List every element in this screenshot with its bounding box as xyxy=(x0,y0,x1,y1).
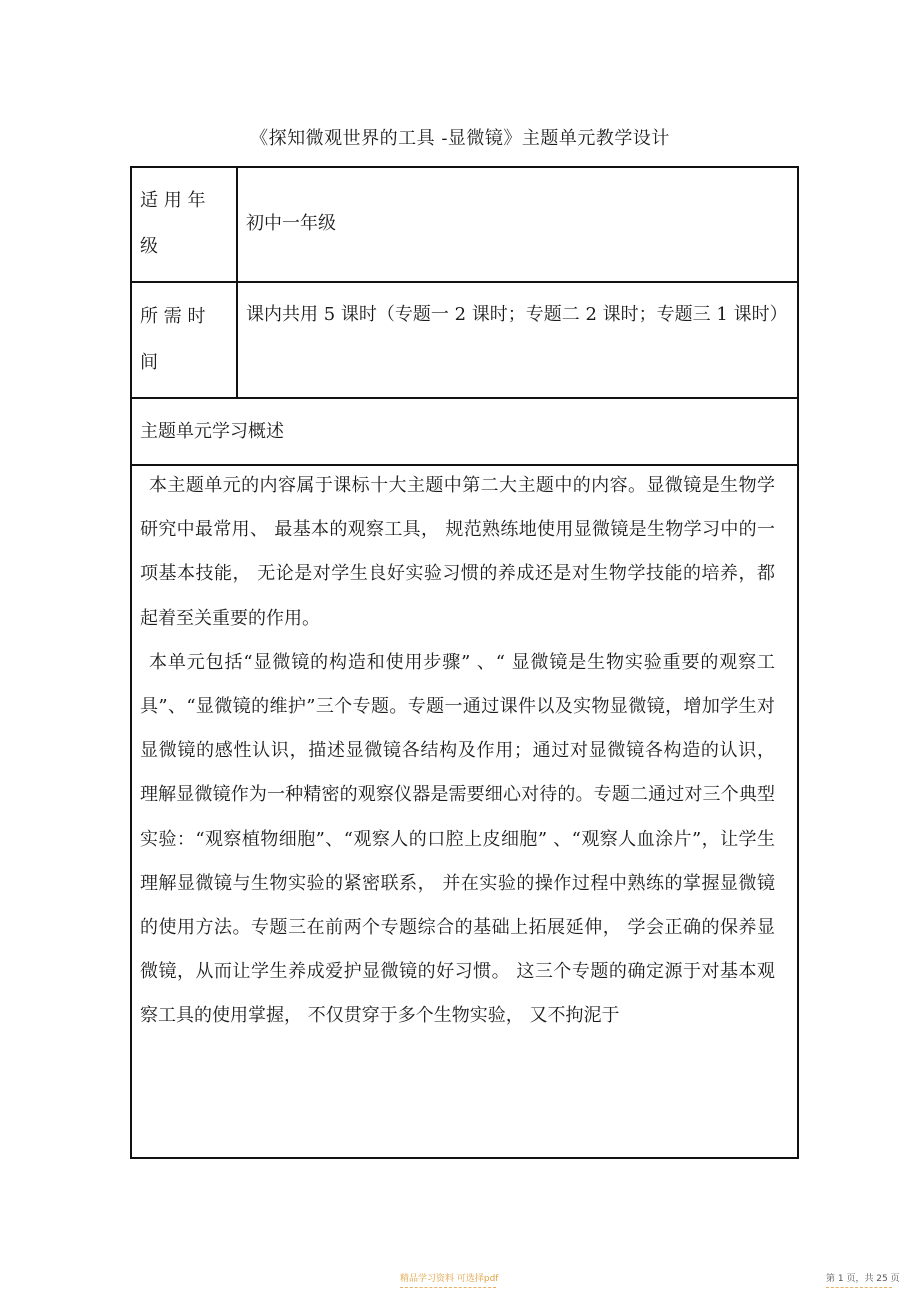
time-value: 课内共用 5 课时（专题一 2 课时；专题二 2 课时；专题三 1 课时） xyxy=(246,304,788,325)
footer-dotted-line xyxy=(826,1287,892,1288)
overview-paragraph: 本主题单元的内容属于课标十大主题中第二大主题中的内容。显微镜是生物学研究中最常用、 最基本的观察工具， 规范熟练地使用显微镜是生物学习中的一项基本技能， 无论是对学生良好实验习惯的养成还是对生物学技能的培养，都起着至关重要的作用。 xyxy=(140,475,775,629)
time-label: 所 需 时 间 xyxy=(140,306,206,373)
overview-body xyxy=(140,464,775,1039)
footer-dotted-line xyxy=(400,1287,496,1288)
document-title: 《探知微观世界的工具 -显微镜》主题单元教学设计 xyxy=(250,128,670,149)
overview-paragraph: 本单元包括“显微镜的构造和使用步骤” 、“ 显微镜是生物实验重要的观察工具”、“显微镜的维护”三个专题。专题一通过课件以及实物显微镜，增加学生对显微镜的感性认识，描述显微镜各结构及作用；通过对显微镜各构造的认识， 理解显微镜作为一种精密的观察仪器是需要细心对待的。专题二通过对三个典型实验：“观察植物细胞”、“观察人的口腔上皮细胞” 、“观察人血涂片”，让学生理解显微镜与生物实验的紧密联系， 并在实验的操作过程中熟练的掌握显微镜的使用方法。专题三在前两个专题综合的基础上拓展延伸， 学会正确的保养显微镜，从而让学生养成爱护显微镜的好习惯。 这三个专题的确定源于对基本观察工具的使用掌握， 不仅贯穿于多个生物实验， 又不拘泥于 xyxy=(140,651,775,1027)
grade-value: 初中一年级 xyxy=(246,213,336,234)
page-number: 第 1 页，共 25 页 xyxy=(826,1274,900,1284)
overview-heading: 主题单元学习概述 xyxy=(140,421,284,442)
row-divider xyxy=(132,281,797,283)
row-divider xyxy=(132,397,797,399)
column-divider xyxy=(236,168,238,397)
lesson-plan-table xyxy=(130,166,799,1159)
grade-label: 适 用 年 级 xyxy=(140,190,206,257)
footer-watermark: 精品学习资料 可选择pdf xyxy=(400,1274,499,1284)
